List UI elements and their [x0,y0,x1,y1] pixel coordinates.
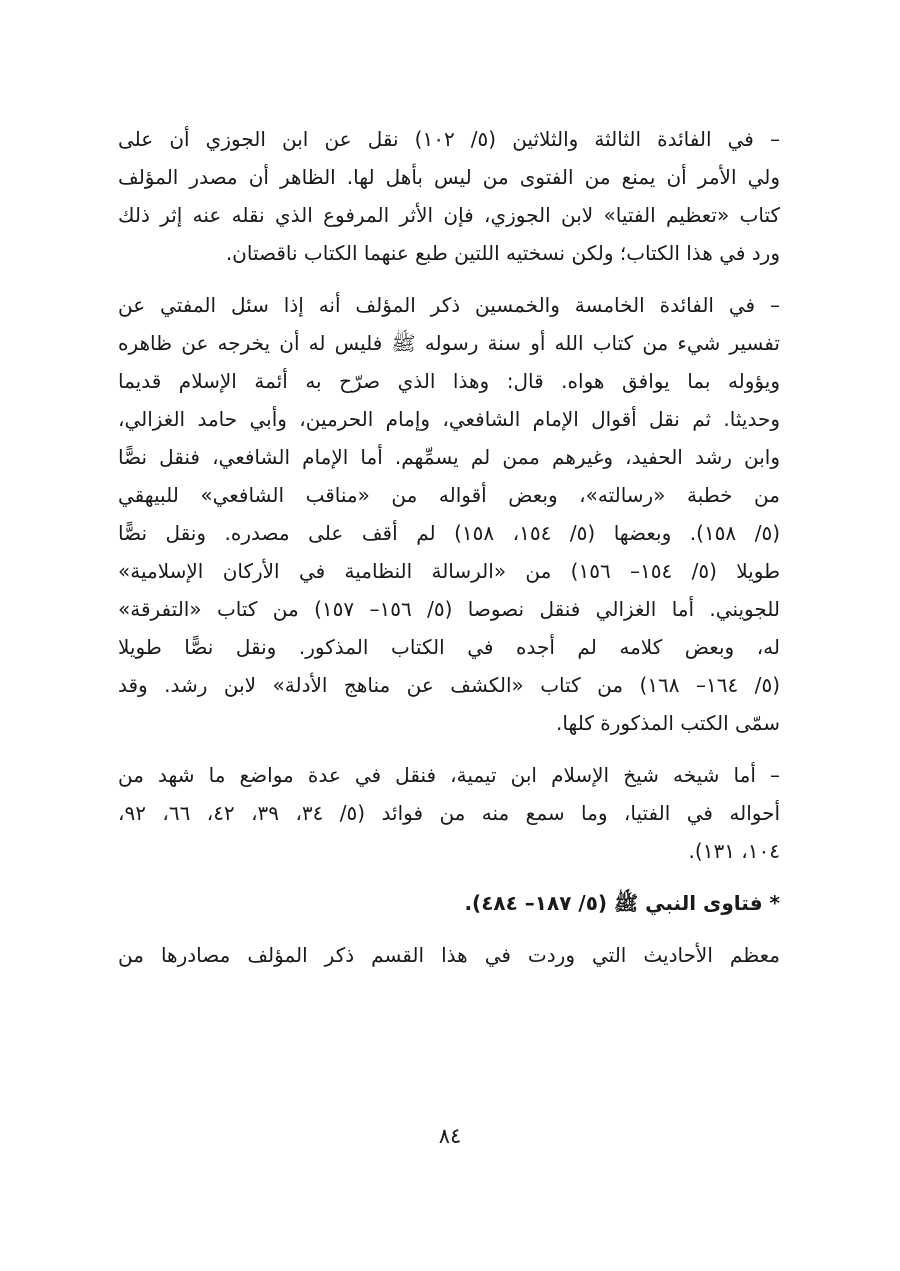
text-line: من خطبة «رسالته»، وبعض أقواله من «مناقب الشافعي» للبيهقي [118,483,780,507]
text-line: معظم الأحاديث التي وردت في هذا القسم ذكر المؤلف مصادرها من [118,943,780,967]
text-line: سمّى الكتب المذكورة كلها. [556,711,780,735]
text-line: تفسير شيء من كتاب الله أو سنة رسوله ﷺ فليس له أن يخرجه عن ظاهره [118,331,780,355]
text-line: وابن رشد الحفيد، وغيرهم ممن لم يسمِّهم. أما الإمام الشافعي، فنقل نصًّا [118,445,780,469]
text-line: ورد في هذا الكتاب؛ ولكن نسختيه اللتين طبع عنهما الكتاب ناقصتان. [225,241,780,265]
text-line: له، وبعض كلامه لم أجده في الكتاب المذكور. ونقل نصًّا طويلا [118,635,780,659]
text-line: كتاب «تعظيم الفتيا» لابن الجوزي، فإن الأثر المرفوع الذي نقله عنه إثر ذلك [118,203,780,227]
text-line: أحواله في الفتيا، وما سمع منه من فوائد (٥/ ٣٤، ٣٩، ٤٢، ٦٦، ٩٢، [118,801,781,825]
text-line: للجويني. أما الغزالي فنقل نصوصا (٥/ ١٥٦– ١٥٧) من كتاب «التفرقة» [118,597,781,621]
paragraph-gap [118,742,780,756]
text-line: ولي الأمر أن يمنع من الفتوى من ليس بأهل لها. الظاهر أن مصدر المؤلف [118,165,780,189]
paragraph-gap [118,922,780,936]
paragraph-gap [118,870,780,884]
text-line: ويؤوله بما يوافق هواه. قال: وهذا الذي صرّح به أئمة الإسلام قديما [118,369,780,393]
text-line: وحديثا. ثم نقل أقوال الإمام الشافعي، وإمام الحرمين، وأبي حامد الغزالي، [118,407,780,431]
section-heading: * فتاوى النبي ﷺ (٥/ ١٨٧– ٤٨٤). [464,891,780,915]
text-line: – في الفائدة الثالثة والثلاثين (٥/ ١٠٢) نقل عن ابن الجوزي أن على [118,127,780,151]
page-number: ٨٤ [438,1124,462,1148]
text-line: (٥/ ١٦٤– ١٦٨) من كتاب «الكشف عن مناهج الأدلة» لابن رشد. وقد [118,673,780,697]
text-line: – في الفائدة الخامسة والخمسين ذكر المؤلف أنه إذا سئل المفتي عن [118,293,780,317]
paragraph-gap [118,272,780,286]
text-line: ١٠٤، ١٣١). [688,839,780,863]
text-line: طويلا (٥/ ١٥٤– ١٥٦) من «الرسالة النظامية في الأركان الإسلامية» [118,559,780,583]
text-line: (٥/ ١٥٨). وبعضها (٥/ ١٥٤، ١٥٨) لم أقف على مصدره. ونقل نصًّا [118,521,780,545]
body-text [118,120,780,974]
text-line: – أما شيخه شيخ الإسلام ابن تيمية، فنقل في عدة مواضع ما شهد من [118,763,780,787]
